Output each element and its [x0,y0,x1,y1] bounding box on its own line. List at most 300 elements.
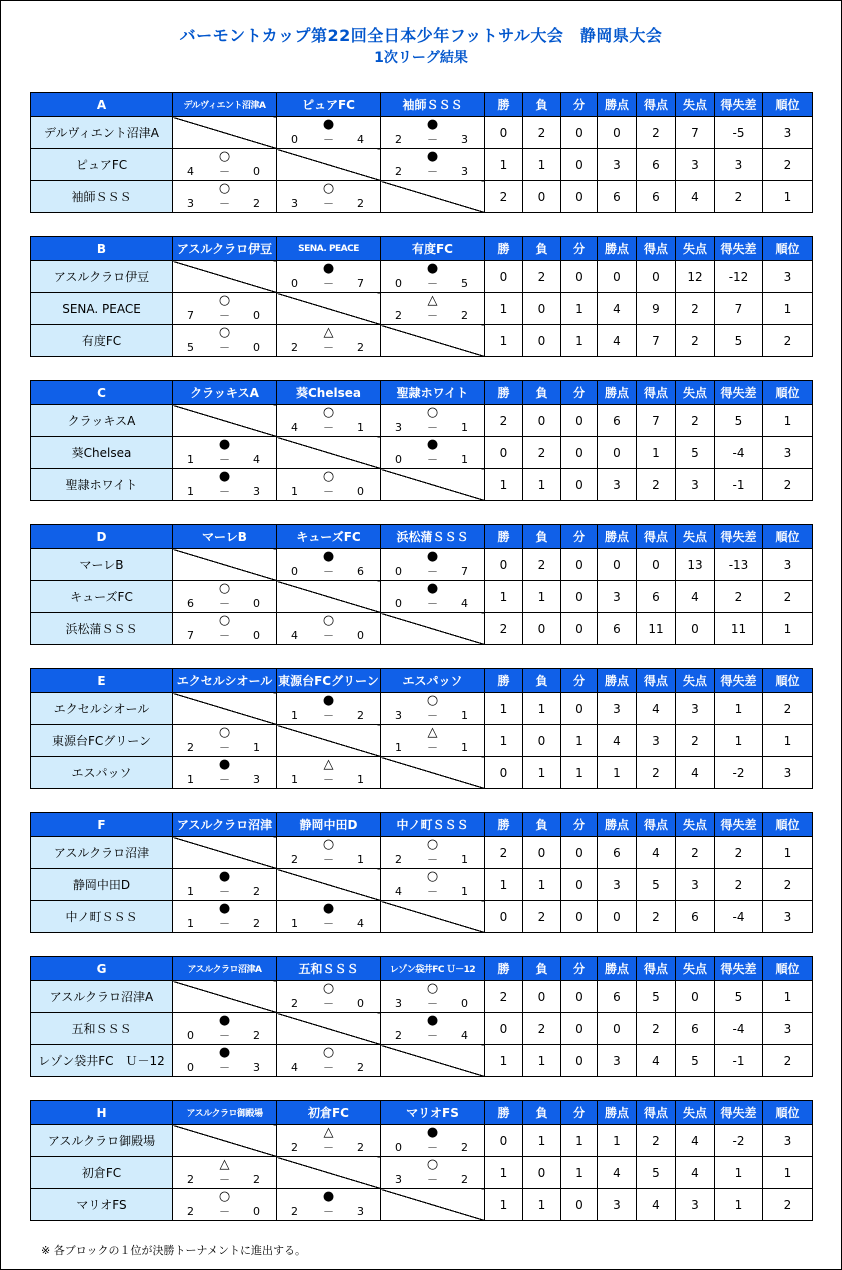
score-against: 4 [253,453,260,466]
stat-value: 1 [523,1189,561,1221]
match-result [173,149,277,181]
stat-value: 6 [598,405,637,437]
stat-header: 勝 [485,93,523,117]
team-row [31,261,813,293]
stat-value: 0 [676,981,715,1013]
opponent-header: 聖隷ホワイト [381,381,485,405]
match-result [173,1045,277,1077]
score-for: 2 [395,853,402,866]
stat-header: 勝点 [598,957,637,981]
result-symbol: △ [219,1157,230,1172]
opponent-header: ピュアFC [277,93,381,117]
stat-header: 得点 [637,957,676,981]
score-dash: － [323,485,334,498]
result-symbol: ○ [218,181,231,196]
team-row [31,181,813,213]
match-result [381,437,485,469]
opponent-header: SENA. PEACE [277,237,381,261]
stat-value: 11 [637,613,676,645]
stat-value: 0 [561,405,598,437]
stat-value: 0 [561,549,598,581]
stat-value: 2 [763,149,813,181]
stat-header: 失点 [676,813,715,837]
team-row [31,405,813,437]
score-against: 5 [461,277,468,290]
stat-value: 2 [485,613,523,645]
match-result [277,693,381,725]
result-symbol: ○ [322,837,335,852]
self-match-cell [381,613,485,645]
score-for: 1 [187,485,194,498]
stat-header: 順位 [763,93,813,117]
result-symbol: ○ [426,693,439,708]
score-for: 0 [291,277,298,290]
stat-value: 0 [637,549,676,581]
opponent-header: マリオFS [381,1101,485,1125]
score-for: 3 [291,197,298,210]
team-row [31,1045,813,1077]
score-dash: － [323,1061,334,1074]
result-symbol: ● [218,1013,231,1028]
result-symbol: ● [218,437,231,452]
self-match-cell [277,725,381,757]
score-dash: － [323,709,334,722]
result-symbol: ○ [218,149,231,164]
result-symbol: ● [426,117,439,132]
match-result [381,869,485,901]
stat-value: 5 [637,981,676,1013]
score-against: 3 [461,165,468,178]
stat-header: 分 [561,957,598,981]
stat-value: 3 [598,869,637,901]
stat-value: 6 [676,901,715,933]
score-against: 1 [253,741,260,754]
league-table-g [30,956,813,1077]
match-result [277,981,381,1013]
team-name: アスルクラロ沼津A [31,981,173,1013]
score-dash: － [323,773,334,786]
score-for: 0 [395,1141,402,1154]
team-row [31,149,813,181]
opponent-header: デルヴィエント沼津A [173,93,277,117]
score-against: 2 [253,1173,260,1186]
stat-header: 得点 [637,525,676,549]
stat-value: -4 [715,437,763,469]
team-row [31,581,813,613]
stat-header: 得点 [637,813,676,837]
stat-value: 2 [637,1125,676,1157]
stat-value: 2 [763,581,813,613]
match-result [277,613,381,645]
score-against: 2 [461,1141,468,1154]
result-symbol: ○ [218,293,231,308]
stat-value: 3 [763,117,813,149]
league-name: H [31,1101,173,1125]
score-against: 1 [357,853,364,866]
stat-value: 1 [485,1157,523,1189]
score-for: 0 [395,277,402,290]
stat-value: 4 [637,837,676,869]
score-dash: － [323,629,334,642]
stat-header: 得点 [637,93,676,117]
stat-value: 0 [561,981,598,1013]
stat-value: 0 [523,1157,561,1189]
stat-value: 0 [561,837,598,869]
stat-value: 1 [485,1189,523,1221]
stat-value: 4 [676,1125,715,1157]
score-against: 2 [357,1141,364,1154]
result-symbol: ○ [426,1157,439,1172]
stat-value: 3 [763,549,813,581]
score-against: 3 [253,485,260,498]
stat-value: 1 [485,149,523,181]
league-table-h [30,1100,813,1221]
score-against: 3 [253,773,260,786]
stat-value: 0 [485,117,523,149]
score-against: 1 [461,885,468,898]
league-name: G [31,957,173,981]
score-dash: － [427,597,438,610]
stat-header: 順位 [763,669,813,693]
match-result [173,1189,277,1221]
stat-value: 0 [485,261,523,293]
match-result [381,1125,485,1157]
stat-value: 0 [598,549,637,581]
stat-value: 2 [637,901,676,933]
score-against: 0 [253,1205,260,1218]
stat-value: 1 [523,469,561,501]
match-result [381,405,485,437]
stat-value: 1 [715,725,763,757]
result-symbol: ○ [322,981,335,996]
stat-value: 5 [637,1157,676,1189]
stat-header: 得失差 [715,669,763,693]
stat-value: 1 [715,1189,763,1221]
stat-value: 5 [715,981,763,1013]
league-name: A [31,93,173,117]
stat-value: 1 [485,693,523,725]
stat-value: 6 [598,981,637,1013]
opponent-header: 五和ＳＳＳ [277,957,381,981]
match-result [173,181,277,213]
stat-header: 失点 [676,381,715,405]
result-symbol: ● [218,1045,231,1060]
team-name: 袖師ＳＳＳ [31,181,173,213]
stat-value: -2 [715,1125,763,1157]
score-against: 7 [357,277,364,290]
score-for: 7 [187,309,194,322]
score-for: 1 [187,917,194,930]
stat-value: 2 [763,1189,813,1221]
stat-header: 得点 [637,1101,676,1125]
result-symbol: ○ [322,1045,335,1060]
score-for: 2 [395,309,402,322]
stat-header: 分 [561,237,598,261]
score-for: 7 [187,629,194,642]
stat-value: 2 [676,837,715,869]
match-result [381,1013,485,1045]
score-against: 0 [253,165,260,178]
stat-value: 1 [715,1157,763,1189]
stat-value: 0 [485,1013,523,1045]
stat-value: 0 [561,437,598,469]
score-against: 1 [357,421,364,434]
score-dash: － [427,165,438,178]
stat-value: 3 [598,469,637,501]
match-result [277,1045,381,1077]
stat-value: 1 [763,1157,813,1189]
team-row [31,469,813,501]
match-result [173,437,277,469]
match-result [277,117,381,149]
stat-value: 1 [561,757,598,789]
stat-value: 0 [523,405,561,437]
opponent-header: マーレB [173,525,277,549]
match-result [277,757,381,789]
stat-value: 2 [523,1013,561,1045]
footer-note: ※ 各ブロックの１位が決勝トーナメントに進出する。 [41,1244,307,1257]
score-dash: － [219,1173,230,1186]
team-row [31,613,813,645]
stat-value: 3 [676,469,715,501]
match-result [381,549,485,581]
stat-value: 2 [715,581,763,613]
stat-value: 3 [676,1189,715,1221]
league-header-row [31,525,813,549]
stat-value: 2 [485,837,523,869]
score-against: 0 [357,485,364,498]
self-match-cell [277,293,381,325]
self-match-cell [173,405,277,437]
score-dash: － [323,1205,334,1218]
stat-value: 11 [715,613,763,645]
score-against: 1 [357,773,364,786]
score-against: 2 [253,197,260,210]
result-symbol: △ [323,1125,334,1140]
stat-header: 勝点 [598,93,637,117]
self-match-cell [173,549,277,581]
stat-value: 0 [598,1013,637,1045]
result-symbol: ● [218,757,231,772]
score-against: 4 [357,133,364,146]
stat-value: 0 [598,117,637,149]
self-match-cell [277,581,381,613]
page-title: バーモントカップ第22回全日本少年フットサル大会 静岡県大会 [179,26,663,45]
score-for: 2 [395,165,402,178]
match-result [173,293,277,325]
stat-value: 1 [763,837,813,869]
team-name: 中ノ町ＳＳＳ [31,901,173,933]
stat-header: 勝 [485,957,523,981]
opponent-header: エクセルシオール [173,669,277,693]
stat-value: 2 [763,325,813,357]
stat-value: 0 [523,293,561,325]
match-result [173,901,277,933]
stat-value: 6 [676,1013,715,1045]
stat-value: 2 [523,117,561,149]
stat-value: 4 [598,1157,637,1189]
score-for: 2 [291,997,298,1010]
stat-value: 3 [676,693,715,725]
result-symbol: ○ [322,181,335,196]
score-for: 0 [187,1029,194,1042]
team-row [31,869,813,901]
stat-header: 得失差 [715,525,763,549]
score-dash: － [427,309,438,322]
team-name: キューズFC [31,581,173,613]
team-name: レゾン袋井FC Ｕ－12 [31,1045,173,1077]
score-dash: － [427,1173,438,1186]
match-result [277,549,381,581]
stat-header: 勝点 [598,381,637,405]
stat-value: 0 [561,581,598,613]
score-dash: － [323,853,334,866]
stat-value: 0 [598,437,637,469]
stat-value: 1 [485,1045,523,1077]
score-for: 1 [187,773,194,786]
score-for: 2 [395,133,402,146]
score-dash: － [427,997,438,1010]
self-match-cell [277,1013,381,1045]
league-header-row [31,93,813,117]
self-match-cell [381,469,485,501]
stat-value: 4 [637,1189,676,1221]
stat-value: 0 [561,693,598,725]
score-for: 2 [187,1173,194,1186]
stat-value: 0 [523,981,561,1013]
stat-value: 0 [561,901,598,933]
match-result [381,261,485,293]
score-dash: － [323,997,334,1010]
stat-value: -5 [715,117,763,149]
score-for: 1 [291,773,298,786]
match-result [277,181,381,213]
result-symbol: ○ [218,325,231,340]
stat-value: 3 [763,437,813,469]
stat-header: 分 [561,93,598,117]
stat-value: 2 [485,405,523,437]
stat-value: 0 [598,901,637,933]
league-header-row [31,813,813,837]
team-row [31,549,813,581]
team-name: アスルクラロ伊豆 [31,261,173,293]
self-match-cell [381,181,485,213]
stat-value: 0 [561,469,598,501]
match-result [381,581,485,613]
stat-value: -2 [715,757,763,789]
score-for: 2 [291,341,298,354]
score-against: 3 [253,1061,260,1074]
team-name: アスルクラロ御殿場 [31,1125,173,1157]
stat-value: 2 [523,437,561,469]
self-match-cell [277,869,381,901]
opponent-header: 有度FC [381,237,485,261]
stat-value: 0 [485,1125,523,1157]
stat-header: 負 [523,669,561,693]
score-dash: － [427,565,438,578]
league-table-b [30,236,813,357]
stat-value: 3 [763,261,813,293]
stat-value: 0 [561,261,598,293]
match-result [277,325,381,357]
stat-value: 5 [676,1045,715,1077]
stat-value: 5 [676,437,715,469]
score-dash: － [323,133,334,146]
self-match-cell [173,981,277,1013]
score-for: 5 [187,341,194,354]
stat-value: 5 [715,325,763,357]
score-against: 0 [461,997,468,1010]
stat-value: 2 [637,469,676,501]
opponent-header: アスルクラロ御殿場 [173,1101,277,1125]
score-dash: － [219,341,230,354]
stat-value: 1 [523,1125,561,1157]
score-against: 2 [253,917,260,930]
stat-value: 3 [763,1125,813,1157]
match-result [277,405,381,437]
score-dash: － [427,741,438,754]
score-for: 3 [187,197,194,210]
league-name: E [31,669,173,693]
stat-value: 0 [561,1013,598,1045]
opponent-header: エスパッソ [381,669,485,693]
stat-value: 2 [523,261,561,293]
stat-value: 4 [598,325,637,357]
stat-value: 2 [523,901,561,933]
stat-header: 負 [523,813,561,837]
stat-value: 2 [523,549,561,581]
stat-value: 3 [676,869,715,901]
result-symbol: ● [426,1125,439,1140]
stat-value: 1 [763,181,813,213]
stat-value: 1 [598,757,637,789]
stat-header: 得点 [637,669,676,693]
match-result [173,869,277,901]
stat-value: 1 [561,325,598,357]
stat-value: 0 [523,613,561,645]
stat-value: 3 [763,757,813,789]
stat-header: 負 [523,381,561,405]
score-against: 0 [357,997,364,1010]
team-row [31,293,813,325]
team-name: 静岡中田D [31,869,173,901]
result-symbol: ○ [322,613,335,628]
team-name: 有度FC [31,325,173,357]
league-name: C [31,381,173,405]
stat-value: 1 [598,1125,637,1157]
league-name: F [31,813,173,837]
stat-value: 3 [598,1189,637,1221]
opponent-header: 葵Chelsea [277,381,381,405]
result-symbol: ○ [218,581,231,596]
stat-value: 4 [598,293,637,325]
stat-value: 1 [763,613,813,645]
match-result [381,693,485,725]
stat-value: 6 [637,149,676,181]
result-symbol: △ [427,293,438,308]
self-match-cell [173,693,277,725]
match-result [173,757,277,789]
score-dash: － [427,709,438,722]
stat-value: 6 [637,181,676,213]
stat-value: 0 [523,325,561,357]
stat-header: 失点 [676,669,715,693]
score-dash: － [427,421,438,434]
stat-value: 3 [763,901,813,933]
stat-header: 順位 [763,237,813,261]
team-row [31,437,813,469]
score-against: 1 [461,421,468,434]
